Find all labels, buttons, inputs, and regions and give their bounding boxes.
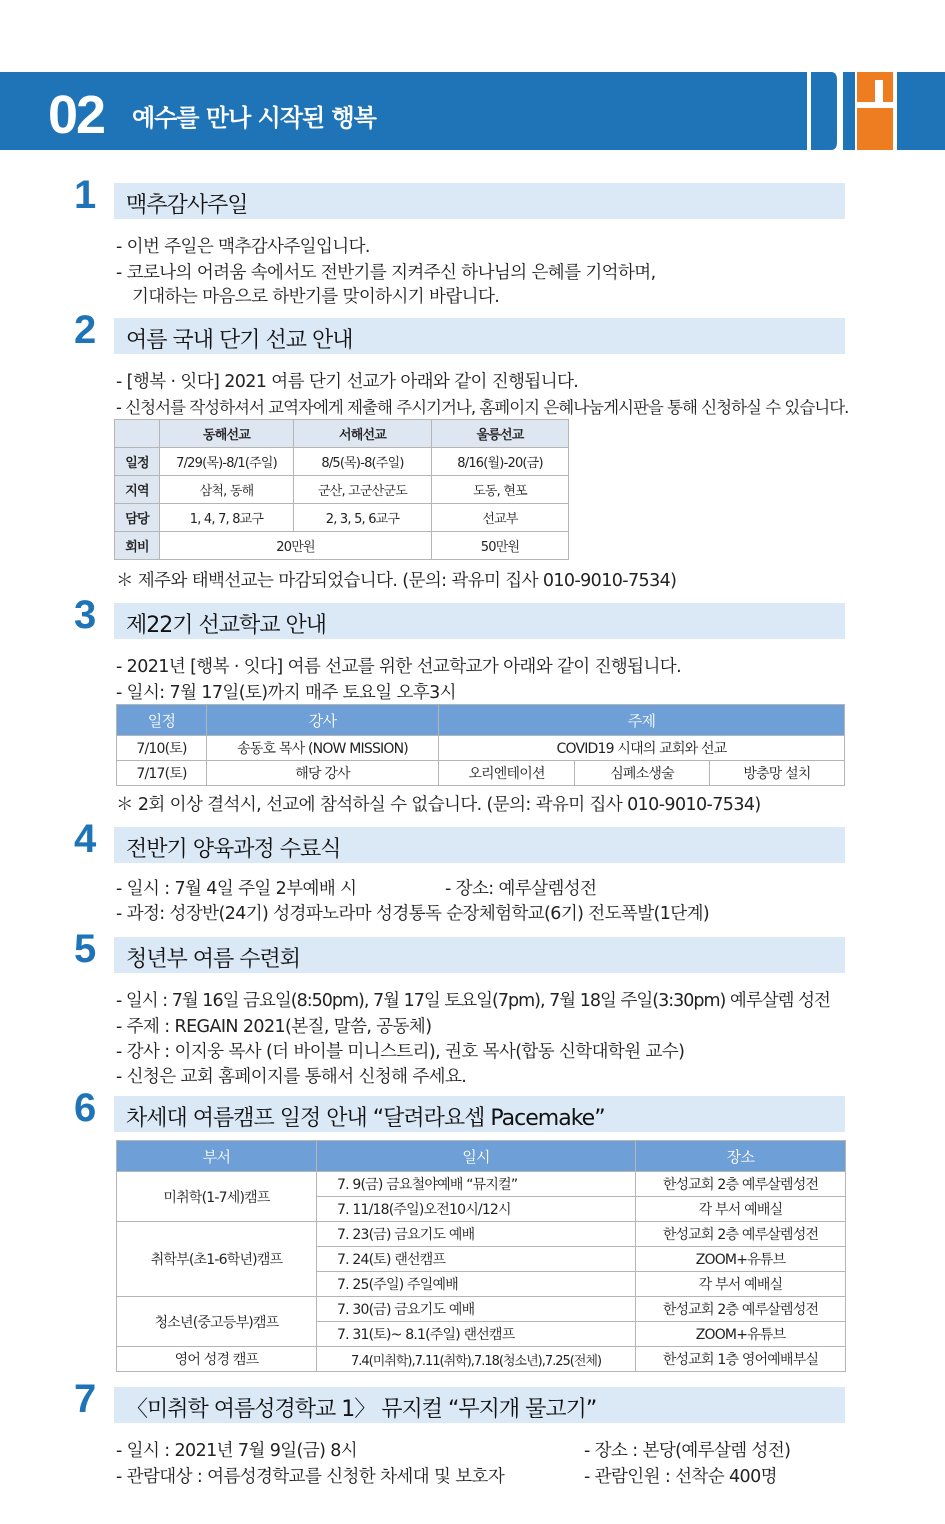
section-title: 제22기 선교학교 안내 xyxy=(126,613,326,638)
table-cell: 20만원 xyxy=(160,532,432,560)
text-line: - 일시 : 7월 16일 금요일(8:50pm), 7월 17일 토요일(7pm), 7월 18일 주일(3:30pm) 예루살렘 성전 xyxy=(116,991,830,1011)
table-cell: 삼척, 동해 xyxy=(160,476,294,504)
table-row xyxy=(117,1347,846,1372)
table-header: 일정 xyxy=(117,705,207,736)
table-header: 부서 xyxy=(117,1141,317,1172)
section-title-bar xyxy=(114,1096,845,1132)
section-title: 〈미취학 여름성경학교 1〉 뮤지컬 “무지개 물고기” xyxy=(126,1397,597,1422)
text-line: - 강사 : 이지웅 목사 (더 바이블 미니스트리), 권호 목사(합동 신학대학원 교수) xyxy=(116,1042,685,1062)
section-title-bar xyxy=(114,603,845,639)
table-cell: 8/16(월)-20(금) xyxy=(432,448,569,476)
table-cell: 7. 24(토) 랜선캠프 xyxy=(317,1247,636,1272)
table-row xyxy=(117,1172,846,1197)
section-number: 2 xyxy=(74,308,97,352)
table-row xyxy=(117,761,845,786)
table-cell: 7. 11/18(주일)오전10시/12시 xyxy=(317,1197,636,1222)
text-line: - 이번 주일은 맥추감사주일입니다. xyxy=(116,237,370,257)
table-cell: 50만원 xyxy=(432,532,569,560)
table-corner xyxy=(115,420,160,448)
text-line: - 2021년 [행복 · 잇다] 여름 선교를 위한 선교학교가 아래와 같이 진행됩니다. xyxy=(116,657,682,677)
church-logo xyxy=(797,72,905,150)
table-row xyxy=(117,1297,846,1322)
mission-table xyxy=(114,419,569,560)
section-title-bar xyxy=(114,318,845,354)
table-cell: 방충망 설치 xyxy=(710,761,845,786)
table-cell: 해당 강사 xyxy=(207,761,439,786)
chapter-number: 02 xyxy=(48,85,105,145)
section-title-bar xyxy=(114,1387,845,1423)
table-cell: 송동호 목사 (NOW MISSION) xyxy=(207,736,439,761)
section-number: 6 xyxy=(74,1086,97,1130)
text-line: - 장소 : 본당(예루살렘 성전) xyxy=(584,1441,791,1461)
note-line: ＊ 2회 이상 결석시, 선교에 참석하실 수 없습니다. (문의: 곽유미 집사 010-9010-7534) xyxy=(116,795,761,815)
table-cell: 7. 30(금) 금요기도 예배 xyxy=(317,1297,636,1322)
table-cell: 8/5(목)-8(주일) xyxy=(294,448,432,476)
table-header: 일시 xyxy=(317,1141,636,1172)
table-row xyxy=(115,532,569,560)
table-cell: 도동, 현포 xyxy=(432,476,569,504)
table-header: 강사 xyxy=(207,705,439,736)
text-line: - 장소: 예루살렘성전 xyxy=(445,879,597,899)
table-header: 서해선교 xyxy=(294,420,432,448)
text-line: - [행복 · 잇다] 2021 여름 단기 선교가 아래와 같이 진행됩니다. xyxy=(116,372,579,392)
section-title: 맥추감사주일 xyxy=(126,193,248,218)
table-row xyxy=(115,504,569,532)
camp-table xyxy=(116,1140,846,1372)
table-row xyxy=(117,1222,846,1247)
table-cell: ZOOM+유튜브 xyxy=(636,1247,846,1272)
section-title: 청년부 여름 수련회 xyxy=(126,947,301,972)
table-cell: 7. 25(주일) 주일예배 xyxy=(317,1272,636,1297)
text-line: - 신청은 교회 홈페이지를 통해서 신청해 주세요. xyxy=(116,1067,467,1087)
table-header: 주제 xyxy=(439,705,845,736)
text-line: - 일시 : 7월 4일 주일 2부예배 시 xyxy=(116,879,357,899)
text-line: - 과정: 성장반(24기) 성경파노라마 성경통독 순장체험학교(6기) 전도폭발(1단계) xyxy=(116,904,710,924)
row-label: 회비 xyxy=(115,532,160,560)
text-line: - 신청서를 작성하셔서 교역자에게 제출해 주시기거나, 홈페이지 은혜나눔게시판을 통해 신청하실 수 있습니다. xyxy=(116,398,849,417)
table-cell: 선교부 xyxy=(432,504,569,532)
table-cell: COVID19 시대의 교회와 선교 xyxy=(439,736,845,761)
table-cell: 7. 31(토)~ 8.1(주일) 랜선캠프 xyxy=(317,1322,636,1347)
section-title: 여름 국내 단기 선교 안내 xyxy=(126,328,353,353)
table-cell: 2, 3, 5, 6교구 xyxy=(294,504,432,532)
row-label: 지역 xyxy=(115,476,160,504)
table-cell: 각 부서 예배실 xyxy=(636,1272,846,1297)
dept-cell: 미취학(1-7세)캠프 xyxy=(117,1172,317,1222)
table-cell: 한성교회 2층 예루살렘성전 xyxy=(636,1222,846,1247)
table-row xyxy=(117,736,845,761)
table-cell: 한성교회 2층 예루살렘성전 xyxy=(636,1297,846,1322)
table-header: 울릉선교 xyxy=(432,420,569,448)
section-number: 4 xyxy=(74,817,97,861)
page-header xyxy=(0,72,945,150)
row-label: 일정 xyxy=(115,448,160,476)
text-line: - 주제 : REGAIN 2021(본질, 말씀, 공동체) xyxy=(116,1017,432,1037)
table-cell: 7. 23(금) 금요기도 예배 xyxy=(317,1222,636,1247)
text-line: - 일시: 7월 17일(토)까지 매주 토요일 오후3시 xyxy=(116,683,456,703)
text-line: - 관람대상 : 여름성경학교를 신청한 차세대 및 보호자 xyxy=(116,1467,505,1487)
table-header: 장소 xyxy=(636,1141,846,1172)
section-number: 5 xyxy=(74,927,97,971)
table-cell: ZOOM+유튜브 xyxy=(636,1322,846,1347)
section-title-bar xyxy=(114,827,845,863)
table-cell: 오리엔테이션 xyxy=(439,761,575,786)
dept-cell: 영어 성경 캠프 xyxy=(117,1347,317,1372)
table-cell: 7/10(토) xyxy=(117,736,207,761)
chapter-title: 예수를 만나 시작된 행복 xyxy=(132,104,376,132)
section-title-bar xyxy=(114,937,845,973)
text-line: - 코로나의 어려움 속에서도 전반기를 지켜주신 하나님의 은혜를 기억하며, xyxy=(116,263,656,283)
note-line: ＊ 제주와 태백선교는 마감되었습니다. (문의: 곽유미 집사 010-9010-7534) xyxy=(116,571,677,591)
row-label: 담당 xyxy=(115,504,160,532)
table-header: 동해선교 xyxy=(160,420,294,448)
table-row xyxy=(115,476,569,504)
table-cell: 7.4(미취학),7.11(취학),7.18(청소년),7.25(전체) xyxy=(317,1347,636,1372)
section-title: 차세대 여름캠프 일정 안내 “달려라요셉 Pacemake” xyxy=(126,1106,605,1131)
school-table xyxy=(116,704,845,786)
section-number: 3 xyxy=(74,593,97,637)
text-line: 기대하는 마음으로 하반기를 맞이하시기 바랍니다. xyxy=(132,287,500,307)
section-number: 7 xyxy=(74,1377,97,1421)
table-cell: 한성교회 1층 영어예배부실 xyxy=(636,1347,846,1372)
dept-cell: 청소년(중고등부)캠프 xyxy=(117,1297,317,1347)
table-cell: 심폐소생술 xyxy=(575,761,710,786)
table-cell: 1, 4, 7, 8교구 xyxy=(160,504,294,532)
section-title: 전반기 양육과정 수료식 xyxy=(126,837,341,862)
table-row xyxy=(115,448,569,476)
text-line: - 일시 : 2021년 7월 9일(금) 8시 xyxy=(116,1441,358,1461)
section-number: 1 xyxy=(74,173,97,217)
table-cell: 7/29(목)-8/1(주일) xyxy=(160,448,294,476)
table-cell: 군산, 고군산군도 xyxy=(294,476,432,504)
section-title-bar xyxy=(114,183,845,219)
dept-cell: 취학부(초1-6학년)캠프 xyxy=(117,1222,317,1297)
table-cell: 각 부서 예배실 xyxy=(636,1197,846,1222)
table-cell: 7/17(토) xyxy=(117,761,207,786)
text-line: - 관람인원 : 선착순 400명 xyxy=(584,1467,777,1487)
table-cell: 한성교회 2층 예루살렘성전 xyxy=(636,1172,846,1197)
table-cell: 7. 9(금) 금요철야예배 “뮤지컬” xyxy=(317,1172,636,1197)
